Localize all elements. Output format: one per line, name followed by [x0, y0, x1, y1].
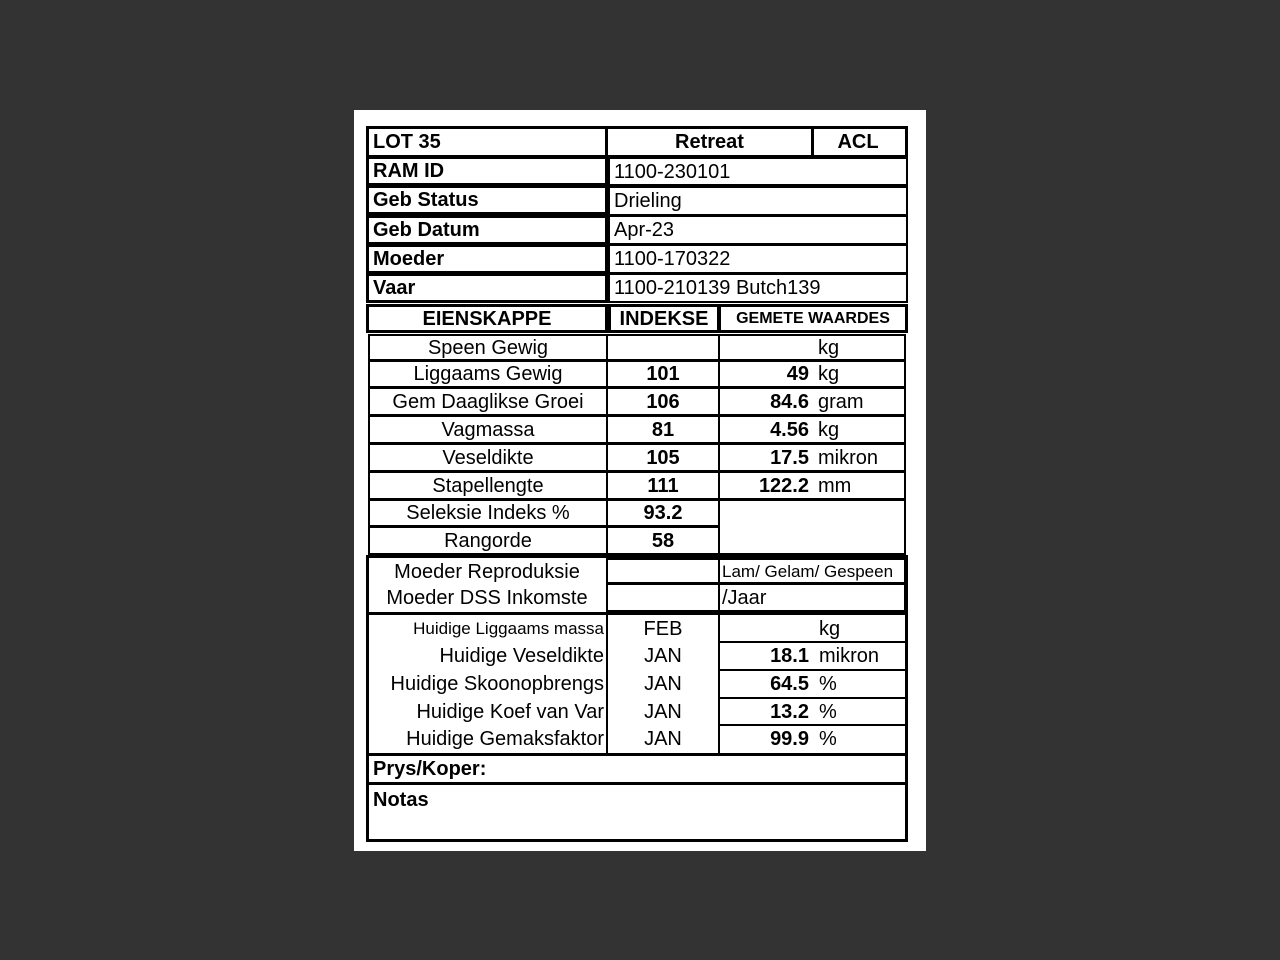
current-month: FEB — [643, 617, 683, 640]
trait-index: 81 — [606, 415, 720, 444]
current-month: JAN — [644, 645, 682, 667]
ram-id-value: 1100-230101 — [608, 157, 908, 186]
trait-unit: kg — [814, 334, 906, 361]
current-value: 99.9 — [770, 728, 809, 750]
trait-name: Vagmassa — [368, 415, 608, 444]
current-value — [720, 615, 815, 642]
trait-unit: gram — [814, 387, 906, 416]
lot-sheet — [366, 126, 908, 844]
current-month: JAN — [644, 728, 682, 750]
current-label: Huidige Veseldikte — [439, 645, 604, 667]
trait-index: 106 — [606, 387, 720, 416]
current-value: 13.2 — [770, 700, 809, 723]
breeder-code: ACL — [811, 126, 908, 158]
lot-number: LOT 35 — [366, 126, 608, 158]
empty-block — [718, 499, 906, 555]
selection-index-label: Seleksie Indeks % — [368, 499, 608, 527]
current-label: Huidige Skoonopbrengs — [390, 673, 604, 695]
birth-date-label: Geb Datum — [366, 215, 608, 245]
rank-label: Rangorde — [368, 526, 608, 555]
trait-name: Speen Gewig — [368, 334, 608, 361]
trait-value: 17.5 — [718, 443, 815, 472]
index-header: INDEKSE — [608, 304, 720, 333]
traits-header: EIENSKAPPE — [366, 304, 608, 333]
birth-status-label: Geb Status — [366, 185, 608, 215]
trait-value: 122.2 — [718, 471, 815, 500]
current-unit: mikron — [819, 645, 880, 667]
trait-name: Stapellengte — [368, 471, 608, 500]
trait-value: 49 — [718, 360, 815, 388]
sire-value: 1100-210139 Butch139 — [608, 273, 908, 303]
dam-label: Moeder — [366, 244, 608, 274]
dam-dss-income-unit: /Jaar — [718, 583, 906, 612]
current-label: Huidige Liggaams massa — [413, 619, 604, 638]
trait-value: 84.6 — [718, 387, 815, 416]
trait-unit: kg — [814, 415, 906, 444]
current-label: Huidige Koef van Var — [416, 700, 604, 723]
measured-header: GEMETE WAARDES — [718, 304, 908, 333]
dam-value: 1100-170322 — [608, 244, 908, 274]
current-unit: % — [819, 728, 837, 750]
birth-status-value: Drieling — [608, 186, 908, 216]
trait-name: Veseldikte — [368, 443, 608, 472]
trait-name: Liggaams Gewig — [368, 360, 608, 388]
left-border — [366, 558, 369, 614]
trait-name: Gem Daaglikse Groei — [368, 387, 608, 416]
current-month: JAN — [644, 673, 682, 695]
rank-value: 58 — [606, 526, 720, 555]
right-border — [905, 558, 908, 614]
dam-reproduction-label: Moeder Reproduksie — [394, 560, 580, 583]
ram-id-label: RAM ID — [366, 156, 608, 186]
trait-unit: mikron — [814, 443, 906, 472]
current-value: 18.1 — [770, 645, 809, 667]
trait-index: 105 — [606, 443, 720, 472]
farm-name: Retreat — [608, 126, 814, 158]
current-value: 64.5 — [770, 673, 809, 695]
right-border — [905, 615, 908, 757]
current-month: JAN — [644, 700, 682, 723]
current-unit: % — [819, 700, 837, 723]
current-label: Huidige Gemaksfaktor — [406, 728, 604, 750]
trait-index: 101 — [606, 360, 720, 388]
trait-value: 4.56 — [718, 415, 815, 444]
dam-dss-income-label: Moeder DSS Inkomste — [386, 587, 588, 609]
birth-date-value: Apr-23 — [608, 215, 908, 245]
current-unit: kg — [819, 617, 841, 640]
dam-dss-income-value — [606, 583, 720, 612]
dam-reproduction-unit: Lam/ Gelam/ Gespeen — [718, 558, 906, 584]
trait-index — [606, 334, 720, 361]
trait-unit: kg — [814, 360, 906, 388]
sire-label: Vaar — [366, 273, 608, 303]
trait-index: 111 — [606, 471, 720, 500]
notes-field[interactable]: Notas — [366, 782, 908, 842]
dam-reproduction-value — [606, 558, 720, 584]
trait-value — [718, 334, 815, 361]
selection-index-value: 93.2 — [606, 499, 720, 527]
trait-unit: mm — [814, 471, 906, 500]
current-unit: % — [819, 673, 837, 695]
price-buyer-field[interactable]: Prys/Koper: — [366, 753, 908, 785]
